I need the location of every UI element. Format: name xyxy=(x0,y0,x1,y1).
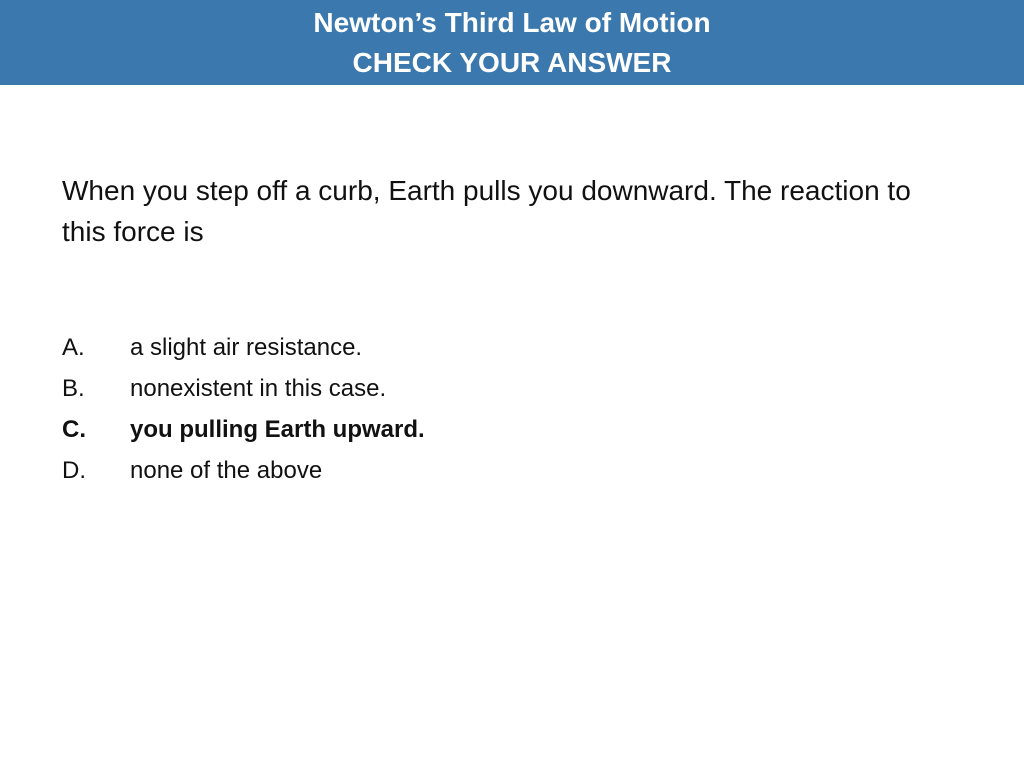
option-text: nonexistent in this case. xyxy=(130,375,387,402)
answer-option-d xyxy=(62,453,942,494)
answer-option-b xyxy=(62,371,942,412)
option-letter: B. xyxy=(62,375,85,402)
option-text: you pulling Earth upward. xyxy=(130,416,425,443)
question-text: When you step off a curb, Earth pulls you downward. The reaction to this force is xyxy=(62,175,911,247)
option-letter: A. xyxy=(62,334,85,361)
answer-options xyxy=(62,330,942,494)
slide-title: Newton’s Third Law of Motion xyxy=(313,7,711,38)
answer-option-c-correct xyxy=(62,412,942,453)
option-letter: C. xyxy=(62,416,86,443)
slide-subtitle: CHECK YOUR ANSWER xyxy=(352,47,672,78)
answer-option-a xyxy=(62,330,942,371)
header-bar xyxy=(0,0,1024,85)
option-letter: D. xyxy=(62,457,86,484)
option-text: none of the above xyxy=(130,457,323,484)
option-text: a slight air resistance. xyxy=(130,334,363,361)
